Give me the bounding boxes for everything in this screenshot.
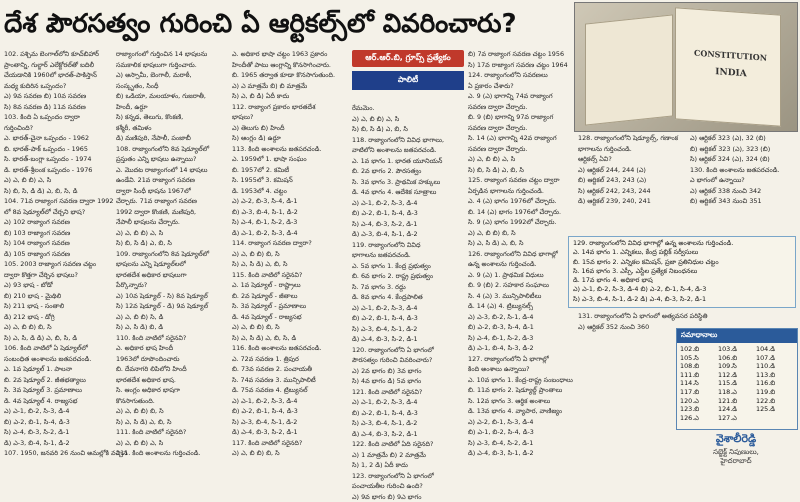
text-line: బి. 1957లో 2. కమిటీ: [232, 166, 342, 176]
text-line: కింది అంశాలు ఉన్నాయి?: [468, 365, 574, 375]
text-line: 125. రాజ్యాంగ సవరణ చట్టం ద్వారా: [468, 176, 574, 186]
text-line: ప్రస్తుతం ఎన్ని భాషలు ఉన్నాయి?: [116, 155, 228, 165]
text-line: ఎ) 10వ షెడ్యూల్ - సి) 8వ షెడ్యూల్: [116, 292, 228, 302]
text-line: 111. కింది వాటిలో సరైనది?: [116, 428, 228, 438]
text-line: సి) బి, సి డి) ఎ, బి, సి: [116, 239, 228, 249]
text-line: ఎ. 9 (ఎ) భాగాన్ని 74వ రాజ్యాంగ: [468, 92, 574, 102]
answer-key-item: 125.డి: [756, 405, 794, 414]
column-1: [4, 50, 112, 475]
text-line: సి) ఎ-4, బి-1, సి-2, డి-3: [468, 334, 574, 344]
text-line: బి. దేవనాగరి లిపిలోని హిందీ: [116, 365, 228, 375]
answer-key-item: 124.డి: [718, 405, 756, 414]
text-line: ఎ) 9వ భాగం బి) 9ఎ భాగం: [352, 493, 464, 502]
text-line: ఎ) ఎ, బి బి) బి, సి: [232, 323, 342, 333]
book-title-line1: CONSTITUTION: [694, 48, 764, 63]
text-line: భారతదేశ అధికార భాష.: [116, 376, 228, 386]
text-line: డి) ఎ-4, బి-3, సి-2, డి-1: [232, 428, 342, 438]
text-line: ఎ. అధికార భాష హిందీ: [116, 344, 228, 354]
text-line: ఎ) ఎ-1, బి-2, సి-3, డి-4: [352, 199, 464, 209]
text-line: డి. 4వ షెడ్యూల్ 4. రాజ్యసభ: [4, 397, 112, 407]
text-line: ఎ. అధికార భాషా చట్టం 1963 ప్రకారం: [232, 50, 342, 60]
text-line: ఎ) ఎ-1, బి-2, సి-3, డి-4: [352, 398, 464, 408]
text-line: సి) ఎ-4, బి-1, సి-2, డి-3: [232, 218, 342, 228]
text-line: డి) 212 భాష - డోగ్రి: [4, 313, 112, 323]
text-line: సి. 7వ భాగం 3. రద్దు: [352, 283, 464, 293]
text-line: డి. 4వ షెడ్యూల్ - రాజ్యసభ: [232, 313, 342, 323]
text-line: ఎ. 1959లో 1. భాషా సంఘం: [232, 155, 342, 165]
text-line: ఉండేవి. 21వ రాజ్యాంగ సవరణ: [116, 176, 228, 186]
answer-key-item: 119.బి: [756, 388, 794, 397]
text-line: భాషలను ఎన్ని షెడ్యూల్‌లలో: [116, 260, 228, 270]
column-4: [352, 104, 464, 475]
text-line: బి. 2వ భాగం 2. పౌరసత్వం: [352, 167, 464, 177]
text-line: ద్వారా సింధీ భాషను 1967లో: [116, 187, 228, 197]
text-line: సి) ఎ, సి డి) ఎ, బి, సి: [232, 260, 342, 270]
subject-label: పాలిటీ: [352, 71, 464, 90]
text-line: ఎ. 1వ భాగం 1. భారత యూనియన్: [352, 157, 464, 167]
text-line: ఏర్పడిన భాగాలను గుర్తించండి.: [468, 187, 574, 197]
text-line: డి. 75వ సవరణ 4. ట్రిబ్యునల్: [232, 386, 342, 396]
text-line: బి) ఆర్టికల్ 243, 243 (ఎ): [578, 176, 686, 186]
answer-key-item: 103.డి: [718, 345, 756, 354]
text-line: 1963లో రూపొందించారు: [116, 355, 228, 365]
text-line: ఎ) ఆర్టికల్ 323 (ఎ), 32 (బి): [690, 134, 796, 144]
column-3: [232, 50, 342, 475]
text-line: సి) ఎ-3, బి-4, సి-1, డి-2: [352, 419, 464, 429]
text-line: సంబంధిత అంశాలను జతపరచండి.: [4, 355, 112, 365]
question-box: [568, 236, 796, 308]
text-line: 1992 ద్వారా కొంకణి, మణిపురి,: [116, 208, 228, 218]
text-line: చేయడానికి 1960లో భారత్-పాకిస్తాన్: [4, 71, 112, 81]
text-line: డి. 17వ భాగం 4. అధికార భాష: [573, 276, 791, 285]
text-line: సి) ఎ, సి డి) ఎ, బి, సి: [116, 418, 228, 428]
text-line: 117. కింది వాటిలో సరైనది?: [232, 439, 342, 449]
text-line: ఎ) ఆర్టికల్ 244, 244 (ఎ): [578, 166, 686, 176]
constitution-book-photo: [574, 2, 798, 132]
text-line: 108. రాజ్యాంగంలోని 8వ షెడ్యూల్‌లో: [116, 145, 228, 155]
text-line: కశ్మీరీ, తమిళం: [116, 124, 228, 134]
author-name: వైశాలీరెడ్డి: [676, 432, 796, 448]
text-line: 105. 2003 రాజ్యాంగ సవరణ చట్టం: [4, 260, 112, 270]
text-line: 126. రాజ్యాంగంలోని వివిధ భాగాల్లో: [468, 250, 574, 260]
text-line: రేమమెం.: [352, 104, 464, 114]
text-line: నేపాలీ భాషలను చేర్చారు.: [116, 218, 228, 228]
text-line: ఎ) 93 భాష - బోడో: [4, 281, 112, 291]
answer-key-item: 102.బి: [680, 345, 718, 354]
text-line: డి. 1953లో 4. చట్టం: [232, 187, 342, 197]
text-line: ఎ. 4 (ఎ) భాగం 1976లో చేర్చారు.: [468, 197, 574, 207]
answer-key-item: 107.డి: [756, 354, 794, 363]
text-line: సవరణ ద్వారా చేర్చారు.: [468, 145, 574, 155]
text-line: ఎ. 9 (ఎ) 1. ప్రాథమిక విధులు: [468, 271, 574, 281]
text-line: ఆర్టికల్స్ ఏవి?: [578, 155, 686, 165]
text-line: 110. కింది వాటిలో సరైనవి?: [116, 334, 228, 344]
text-line: ఎ) ఎ, బి బి) ఎ, సి: [116, 229, 228, 239]
text-line: బి) 210 భాష - మైథిలి: [4, 292, 112, 302]
text-line: డి) ఎ-1, బి-2, సి-3, డి-4: [232, 229, 342, 239]
section-banner: [352, 50, 464, 100]
answer-key-item: 108.బి: [680, 362, 718, 371]
text-line: బి. 2వ షెడ్యూల్ 2. జీతభత్యాలు: [4, 376, 112, 386]
text-line: పంచాయతీల గురించి ఉంది?: [352, 482, 464, 492]
answer-key-item: 111.బి: [680, 371, 718, 380]
text-line: సంస్కృతం, సింధీ: [116, 82, 228, 92]
text-line: ఎ) ఎ-2, బి-1, సి-3, డి-4: [468, 418, 574, 428]
text-line: 104. 71వ రాజ్యాంగ సవరణ ద్వారా 1992: [4, 197, 112, 207]
text-line: 109. రాజ్యాంగంలోని 8వ షెడ్యూల్‌లో: [116, 250, 228, 260]
text-line: సి) ఎ-3, బి-4, సి-1, డి-2 డి) ఎ-4, బి-3, సి-2, డి-1: [573, 295, 791, 304]
text-line: సి. 1955లో 3. కమిషన్: [232, 176, 342, 186]
text-line: లో 8వ షెడ్యూల్‌లో చేర్చని భాష?: [4, 208, 112, 218]
text-line: సి) ఎ, సి, డి డి) ఎ, బి, సి, డి: [4, 334, 112, 344]
text-line: బి) ఎ-1, బి-2, సి-4, డి-3: [468, 428, 574, 438]
author-role: సబ్జెక్ట్ నిపుణులు,: [676, 448, 796, 457]
text-line: ఎ) ఎ-3, బి-2, సి-1, డి-4: [468, 313, 574, 323]
answer-key-item: 104.డి: [756, 345, 794, 354]
text-line: సి) 8వ సవరణ డి) 11వ సవరణ: [4, 103, 112, 113]
text-line: సి. 4 (ఎ) 3. మున్సిపాలిటీలు: [468, 292, 574, 302]
text-line: ఎ. 14వ భాగం 1. ఎన్నికలు, కేంద్ర పబ్లిక్ సర్వీసులు: [573, 248, 791, 257]
answer-key-item: 114.సి: [680, 379, 718, 388]
text-line: బి) ఎ-2, బి-3, సి-4, డి-1: [468, 323, 574, 333]
text-line: భారతదేశ అధికార భాషలుగా: [116, 271, 228, 281]
text-line: 120. రాజ్యాంగంలోని ఏ భాగంలో: [352, 346, 464, 356]
text-line: సి. 12వ భాగం 3. ఆర్థిక అంశాలు: [468, 397, 574, 407]
text-line: బి) ఎ-2, బి-1, సి-4, డి-3: [352, 409, 464, 419]
text-line: ఎ) ఎ-2, బి-3, సి-4, డి-1: [232, 197, 342, 207]
text-line: ఎ. భారత్-చైనా ఒప్పందం - 1962: [4, 134, 112, 144]
text-line: సి) బి, సి, డి డి) ఎ, బి, సి, డి: [4, 187, 112, 197]
text-line: డి. భారత్-శ్రీలంక ఒప్పందం - 1976: [4, 166, 112, 176]
text-line: సి. భారత్-బంగ్లా ఒప్పందం - 1974: [4, 155, 112, 165]
text-line: డి) ఎ-1, బి-4, సి-3, డి-2: [468, 344, 574, 354]
text-line: ఎ) ఎ, బి బి) ఎ, సి: [4, 176, 112, 186]
book-left-page: [585, 14, 673, 125]
text-line: 130. కింది అంశాలను జతపరచండి.: [690, 166, 796, 176]
text-line: ద్వారా కొత్తగా చేర్చిన భాషలు?: [4, 271, 112, 281]
text-line: సి) ఎ, సి డి) ఎ, బి, సి, డి: [232, 334, 342, 344]
text-line: ఎ) ఎ, బి బి) బి, సి: [232, 250, 342, 260]
text-line: 119. రాజ్యాంగంలోని వివిధ: [352, 241, 464, 251]
text-line: డి) 105 రాజ్యాంగ సవరణ: [4, 250, 112, 260]
answer-key-item: 121.బి: [718, 397, 756, 406]
text-line: సమకాలిక భాషలుగా గుర్తించారు.: [116, 61, 228, 71]
author-byline: [676, 432, 796, 476]
text-line: ఎ) ఎ-1, బి-2, సి-3, డి-4: [232, 397, 342, 407]
text-line: సి. ఆంగ్లం అధికార భాషగా: [116, 386, 228, 396]
text-line: సి) ఎ, సి డి) ఎ, బి, సి: [468, 239, 574, 249]
answer-key-item: 109.సి: [718, 362, 756, 371]
text-line: 107. 1950, జనవరి 26 నుంచి అమల్లోకి వచ్చిన: [4, 449, 112, 459]
text-line: సి) 1, 2 డి) ఏదీ కాదు: [352, 461, 464, 471]
text-line: 122. కింది వాటిలో ఏది సరైనది?: [352, 440, 464, 450]
text-line: సి) 104 రాజ్యాంగ సవరణ: [4, 239, 112, 249]
text-line: ఎ) ఆర్టికల్ 352 నుంచి 360: [578, 323, 796, 333]
text-line: ఎ) ఎ, బి బి) ఎ, సి: [468, 155, 574, 165]
column-2: [116, 50, 228, 475]
text-line: బి) ఎ-3, బి-4, సి-1, డి-2: [232, 208, 342, 218]
text-line: ఎ) 2వ భాగం బి) 3వ భాగం: [352, 367, 464, 377]
text-line: ఎ) ఎ, బి బి) బి, సి: [116, 407, 228, 417]
text-line: పౌరసత్వం గురించి వివరించారు?: [352, 356, 464, 366]
answer-key-item: 116.బి: [756, 379, 794, 388]
text-line: వాటిలోని అంశాలను జతపరచండి.: [352, 146, 464, 156]
text-line: బి. 1965 తర్వాత కూడా కొనసాగుతుంది.: [232, 71, 342, 81]
text-line: 114. రాజ్యాంగ సవరణ ద్వారా?: [232, 239, 342, 249]
text-line: కొనసాగుతుంది.: [116, 397, 228, 407]
text-line: ఎ) 9వ సవరణ బి) 10వ సవరణ: [4, 92, 112, 102]
text-line: ఎ. 1వ షెడ్యూల్ 1. పాలనా: [4, 365, 112, 375]
text-line: బి. 2వ షెడ్యూల్ - జీతాలు: [232, 292, 342, 302]
text-line: 131. రాజ్యాంగంలోని ఏ భాగంలో అత్యవసర పరిస్థితి: [578, 312, 796, 322]
text-line: బి) ఒడియా, మలయాళం, గుజరాతీ,: [116, 92, 228, 102]
answer-key-item: 105.సి: [680, 354, 718, 363]
text-line: బి. 9 (బి) 2. సహకార సంఘాలు: [468, 281, 574, 291]
text-line: సి. 9 (ఎ) భాగం 1992లో చేర్చారు.: [468, 218, 574, 228]
text-line: ఎ) ఎ-1, బి-2, సి-3, డి-4 బి) ఎ-2, బి-1, సి-4, డి-3: [573, 285, 791, 294]
text-line: సి) బి, సి డి) ఎ, బి, సి: [352, 125, 464, 135]
text-line: సి) 4వ భాగం డి) 5వ భాగం: [352, 377, 464, 387]
text-line: ఎ. 1వ షెడ్యూల్ - రాష్ట్రాలు: [232, 281, 342, 291]
text-line: డి) ఎ-3, బి-4, సి-1, డి-2: [4, 439, 112, 449]
answer-key-item: 123.బి: [680, 405, 718, 414]
text-line: బి) ఎ-2, బి-1, సి-4, డి-3: [4, 418, 112, 428]
column-5: [468, 50, 574, 475]
text-line: డి. 14 (ఎ) 4. ట్రిబ్యునల్స్: [468, 302, 574, 312]
text-line: 128. రాజ్యాంగంలోని షెడ్యూల్స్, గణాంక: [578, 134, 686, 144]
text-line: 103. కింది ఏ ఒప్పందం ద్వారా: [4, 113, 112, 123]
text-line: సి) కన్నడ, తెలుగు, కొంకణి,: [116, 113, 228, 123]
text-line: హిందీ, ఉర్దూ: [116, 103, 228, 113]
text-line: సి) ఎ-3, బి-4, సి-2, డి-1: [468, 439, 574, 449]
text-line: సి) ఎ, సి డి) బి, డి: [116, 323, 228, 333]
text-line: డి) ఎ-4, బి-3, సి-1, డి-2: [468, 449, 574, 459]
text-line: సి) 211 భాష - సంతాలి: [4, 302, 112, 312]
answer-key-item: 110.డి: [756, 362, 794, 371]
text-line: సి) ఎ-4, బి-3, సి-2, డి-1: [4, 428, 112, 438]
text-line: సి. 74వ సవరణ 3. మున్సిపాలిటీ: [232, 376, 342, 386]
text-line: సి. 3వ షెడ్యూల్ - ప్రమాణాలు: [232, 302, 342, 312]
text-line: సవరణ ద్వారా చేర్చారు.: [468, 103, 574, 113]
text-line: ఎ) అస్సామీ, బెంగాలీ, మరాఠీ,: [116, 71, 228, 81]
text-line: బి) ఎ-2, బి-1, సి-4, డి-3: [352, 314, 464, 324]
text-line: ఎ) ఎ, బి బి) బి, సి: [468, 229, 574, 239]
text-line: డి) ఆర్టికల్ 239, 240, 241: [578, 197, 686, 207]
text-line: ప్రాంతాన్ని, గుల్జార్ ఎలేక్టోరల్‌తో బదిలీ: [4, 61, 112, 71]
book-right-page: [675, 7, 781, 126]
column-6: [578, 134, 686, 234]
text-line: సవరణ ద్వారా చేర్చారు.: [468, 124, 574, 134]
text-line: బి) ఎ-2, బి-1, సి-4, డి-3: [352, 209, 464, 219]
author-location: హైదరాబాద్: [676, 457, 796, 466]
text-line: బి. 9 (బి) భాగాన్ని 97వ రాజ్యాంగ: [468, 113, 574, 123]
text-line: సి) బి, సి డి) ఎ, బి, సి: [468, 166, 574, 176]
text-line: సి) ఆర్టికల్ 242, 243, 244: [578, 187, 686, 197]
text-line: సి) 12వ షెడ్యూల్ - డి) 9వ షెడ్యూల్: [116, 302, 228, 312]
text-line: బి. 73వ సవరణ 2. పంచాయతీ: [232, 365, 342, 375]
text-line: 115. కింది వాటిలో సరైనవి?: [232, 271, 342, 281]
text-line: ఎ) ఎ మాత్రమే బి) బి మాత్రమే: [232, 82, 342, 92]
text-line: బి) 103 రాజ్యాంగ సవరణ: [4, 229, 112, 239]
text-line: ఎ. మొదట రాజ్యాంగంలో 14 భాషలు: [116, 166, 228, 176]
text-line: ఎ) ఎ, బి బి) ఎ, సి: [352, 115, 464, 125]
text-line: 112. రాజ్యాంగ ప్రకారం భారతదేశ: [232, 103, 342, 113]
text-line: డి. 4వ భాగం 4. ఆదేశిక సూత్రాలు: [352, 188, 464, 198]
text-line: ఎ) తెలుగు బి) హిందీ: [232, 124, 342, 134]
answer-key-item: 115.డి: [718, 379, 756, 388]
text-line: డి. 13వ భాగం 4. వ్యాపార, వాణిజ్యం: [468, 407, 574, 417]
answer-key-item: 126.ఎ: [680, 414, 718, 423]
text-line: 124. రాజ్యాంగంలోని సవరణలు: [468, 71, 574, 81]
text-line: ఎ) ఎ, బి బి) సి, డి: [116, 313, 228, 323]
text-line: 129. రాజ్యాంగంలోని వివిధ భాగాల్లో ఉన్న అంశాలను గుర్తించండి.: [573, 239, 791, 248]
answer-key-box: [676, 328, 798, 430]
text-line: 127. రాజ్యాంగంలోని ఏ భాగాల్లో: [468, 355, 574, 365]
text-line: ఎ) ఎ, బి బి) బి, సి: [232, 449, 342, 459]
text-line: ఎ) ఆర్టికల్ 338 నుంచి 342: [690, 187, 796, 197]
text-line: బి) ఆర్టికల్ 343 నుంచి 351: [690, 197, 796, 207]
text-line: భాషలు?: [232, 113, 342, 123]
text-line: 116. కింది అంశాలను జతపరచండి.: [232, 344, 342, 354]
answer-key-item: 106.బి: [718, 354, 756, 363]
text-line: డి. 8వ భాగం 4. కేంద్రపాలిత: [352, 293, 464, 303]
answer-key-item: 122.బి: [756, 397, 794, 406]
text-line: సి) ఆంగ్లం డి) ఉర్దూ: [232, 134, 342, 144]
text-line: ఎ) ఎ-1, బి-2, సి-3, డి-4: [352, 304, 464, 314]
text-line: ఎ) ఎ-1, బి-2, సి-3, డి-4: [4, 407, 112, 417]
text-line: బి. 14 (ఎ) భాగం 1976లో చేర్చారు.: [468, 208, 574, 218]
answer-key-item: 120.ఎ: [680, 397, 718, 406]
answer-key-item: 112.డి: [718, 371, 756, 380]
text-line: సి. 14 (ఎ) భాగాన్ని 42వ రాజ్యాంగ: [468, 134, 574, 144]
answer-key-item: 127.ఎ: [718, 414, 756, 423]
text-line: 106. కింది వాటిలో ఏ షెడ్యూల్‌లో: [4, 344, 112, 354]
text-line: బి. 11వ భాగం 2. షెడ్యూల్డ్ ప్రాంతాలు: [468, 386, 574, 396]
text-line: ఎ) 1 మాత్రమే బి) 2 మాత్రమే: [352, 451, 464, 461]
text-line: ఉన్న అంశాలను గుర్తించండి.: [468, 260, 574, 270]
text-line: సి) ఆర్టికల్ 324 (ఎ), 324 (బి): [690, 155, 796, 165]
text-line: సి) ఎ, బి డి) ఏదీ కాదు: [232, 92, 342, 102]
text-line: హిందీతో పాటు ఆంగ్లాన్ని కొనసాగించారు.: [232, 61, 342, 71]
text-line: ఎ) 102 రాజ్యాంగ సవరణ: [4, 218, 112, 228]
text-line: సి) ఎ-3, బి-4, సి-1, డి-2: [352, 325, 464, 335]
text-line: 113. కింది అంశాలను జతపరచండి.: [232, 145, 342, 155]
text-line: ఎ. 5వ భాగం 1. కేంద్ర ప్రభుత్వం: [352, 262, 464, 272]
text-line: సి) ఎ-3, బి-4, సి-1, డి-2: [232, 418, 342, 428]
text-line: బి. 15వ భాగం 2. ఎన్నికల కమిషన్, ప్రజా ప్రతినిధుల చట్టం: [573, 258, 791, 267]
text-line: పేర్కొన్నారు?: [116, 281, 228, 291]
book-title-line2: INDIA: [696, 66, 766, 81]
text-line: 102. పశ్చిమ బెంగాల్‌లోని కూచ్‌బిహార్: [4, 50, 112, 60]
answer-key-item: 118.ఎ: [718, 388, 756, 397]
text-line: సి) 17వ రాజ్యాంగ సవరణ చట్టం 1964: [468, 61, 574, 71]
text-line: 118. రాజ్యాంగంలోని వివిధ భాగాలు,: [352, 136, 464, 146]
text-line: భాగాలను గుర్తించండి.: [578, 145, 686, 155]
text-line: బి) 7వ రాజ్యాంగ సవరణ చట్టం 1956: [468, 50, 574, 60]
text-line: బి. 6వ భాగం 2. రాష్ట్ర ప్రభుత్వం: [352, 272, 464, 282]
text-line: రాజ్యాంగంలో గుర్తించిన 14 భాషలను: [116, 50, 228, 60]
text-line: ఎ. 10వ భాగం 1. కేంద్ర-రాష్ట్ర సంబంధాలు: [468, 376, 574, 386]
text-line: 121. కింది వాటిలో సరైనవి?: [352, 388, 464, 398]
text-line: గుర్తించింది?: [4, 124, 112, 134]
answer-key-item: 113.బి: [756, 371, 794, 380]
answer-key-grid: [677, 343, 797, 424]
text-line: బి. భారత్-పాక్ ఒప్పందం - 1965: [4, 145, 112, 155]
text-line: సి. 3వ షెడ్యూల్ 3. ప్రమాణాలు: [4, 386, 112, 396]
text-line: డి) ఎ-4, బి-3, సి-2, డి-1: [352, 430, 464, 440]
text-line: బి) ఎ-2, బి-1, సి-4, డి-3: [232, 407, 342, 417]
text-line: మధ్య కుదిరిన ఒప్పందం?: [4, 82, 112, 92]
text-line: 111. కింది అంశాలను గుర్తించండి.: [116, 449, 228, 459]
text-line: ఏ ప్రకారం చేశారు?: [468, 82, 574, 92]
text-line: భాగాలను జతపరచండి.: [352, 251, 464, 261]
text-line: సి) ఎ-4, బి-3, సి-2, డి-1: [352, 220, 464, 230]
headline: దేశ పౌరసత్వం గురించి ఏ ఆర్టికల్స్‌లో వివరించారు?: [4, 2, 570, 46]
text-line: సి. 3వ భాగం 3. ప్రాథమిక హక్కులు: [352, 178, 464, 188]
answer-key-heading: సమాధానాలు: [677, 329, 797, 343]
text-line: ఎ) ఎ, బి బి) బి, సి: [4, 323, 112, 333]
text-line: డి) మణిపురి, నేపాలీ, పంజాబీ: [116, 134, 228, 144]
answer-key-item: 117.బి: [680, 388, 718, 397]
text-line: ఎ భాగంలో ఉన్నాయి?: [690, 176, 796, 186]
text-line: బి) ఆర్టికల్ 323 (ఎ), 323 (బి): [690, 145, 796, 155]
text-line: 123. రాజ్యాంగంలోని ఏ భాగంలో: [352, 472, 464, 482]
text-line: ఎ) ఎ, బి బి) ఎ, సి: [116, 439, 228, 449]
text-line: డి) ఎ-3, బి-4, సి-1, డి-2: [352, 230, 464, 240]
text-line: డి) ఎ-4, బి-3, సి-2, డి-1: [352, 335, 464, 345]
column-7: [690, 134, 796, 234]
text-line: ఎ. 72వ సవరణ 1. త్రిపుర: [232, 355, 342, 365]
exam-tag: ఆర్.ఆర్.బి, గ్రూప్స్ ప్రత్యేకం: [352, 50, 464, 67]
text-line: చేర్చారు. 71వ రాజ్యాంగ సవరణ: [116, 197, 228, 207]
text-line: సి. 16వ భాగం 3. ఎస్సీ, ఎస్టీల ప్రత్యేక నిబంధనలు: [573, 267, 791, 276]
